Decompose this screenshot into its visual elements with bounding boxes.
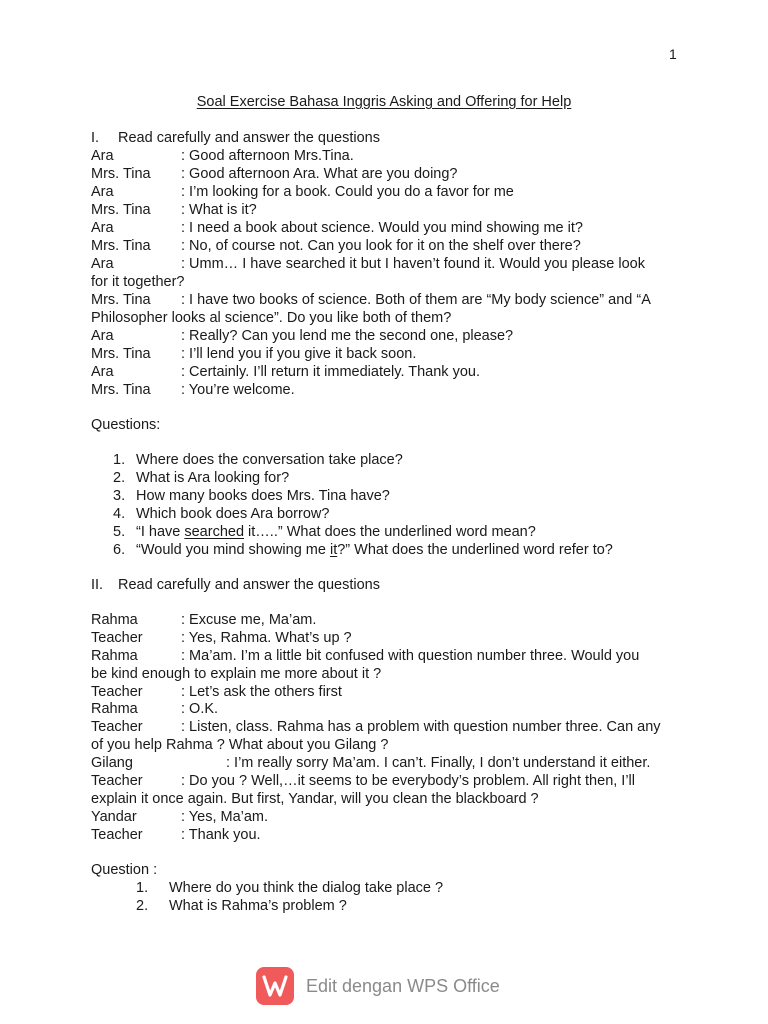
question-number: 2. (113, 470, 126, 486)
question-text: What is Ara looking for? (136, 470, 290, 486)
wps-logo-glyph (262, 974, 288, 998)
dialog-speaker: Teacher (91, 827, 143, 843)
dialog-speaker: Yandar (91, 809, 137, 825)
dialog-speaker: Rahma (91, 648, 138, 664)
section-2-heading-text: Read carefully and answer the questions (118, 577, 380, 593)
dialog-line: : I’m looking for a book. Could you do a favor for me (181, 184, 514, 200)
underlined-word: it (329, 542, 338, 558)
dialog-line-continued: explain it once again. But first, Yandar, will you clean the blackboard ? (91, 791, 539, 807)
dialog-line: : Do you ? Well,…it seems to be everybody’s problem. All right then, I’ll (181, 773, 636, 789)
dialog-line-continued: Philosopher looks al science”. Do you like both of them? (91, 310, 452, 326)
dialog-speaker: Rahma (91, 701, 138, 717)
question-text-post: ?” What does the underlined word refer to? (337, 542, 613, 558)
dialog-speaker: Teacher (91, 684, 143, 700)
document-title: Soal Exercise Bahasa Inggris Asking and Offering for Help (196, 94, 572, 110)
dialog-speaker: Rahma (91, 612, 138, 628)
dialog-speaker: Ara (91, 364, 114, 380)
question-number: 4. (113, 506, 126, 522)
question-text: How many books does Mrs. Tina have? (136, 488, 390, 504)
dialog-line: : O.K. (181, 701, 219, 717)
dialog-line: : I have two books of science. Both of them are “My body science” and “A (181, 292, 651, 308)
question-text: Where do you think the dialog take place ? (169, 880, 444, 896)
page-number: 1 (669, 46, 677, 62)
dialog-line: : No, of course not. Can you look for it on the shelf over there? (181, 238, 581, 254)
dialog-line-continued: be kind enough to explain me more about it ? (91, 666, 382, 682)
question-number: 3. (113, 488, 126, 504)
question-label: Question : (91, 862, 158, 878)
dialog-line: : Yes, Ma’am. (181, 809, 269, 825)
dialog-speaker: Ara (91, 328, 114, 344)
question-number: 1. (113, 452, 126, 468)
section-2-number: II. (91, 577, 104, 593)
dialog-line: : Really? Can you lend me the second one, please? (181, 328, 514, 344)
question-text (136, 523, 536, 541)
dialog-speaker: Teacher (91, 719, 143, 735)
dialog-speaker: Ara (91, 256, 114, 272)
question-text: Which book does Ara borrow? (136, 506, 330, 522)
dialog-speaker: Gilang (91, 755, 133, 771)
dialog-line: : I’ll lend you if you give it back soon. (181, 346, 417, 362)
section-1-number: I. (91, 130, 100, 146)
dialog-line: : Good afternoon Mrs.Tina. (181, 148, 354, 164)
dialog-speaker: Mrs. Tina (91, 202, 151, 218)
wps-edit-banner[interactable] (256, 966, 500, 1006)
dialog-line-continued: for it together? (91, 274, 185, 290)
question-text-post: it…..” What does the underlined word mean? (244, 524, 536, 540)
wps-edit-label[interactable]: Edit dengan WPS Office (306, 975, 500, 996)
question-text (136, 541, 613, 559)
question-number: 5. (113, 524, 126, 540)
dialog-line: : Listen, class. Rahma has a problem with question number three. Can any (181, 719, 661, 735)
dialog-line: : Thank you. (181, 827, 261, 843)
dialog-speaker: Mrs. Tina (91, 238, 151, 254)
dialog-speaker: Mrs. Tina (91, 346, 151, 362)
dialog-line: : Ma’am. I’m a little bit confused with question number three. Would you (181, 648, 640, 664)
dialog-line: : You’re welcome. (181, 382, 295, 398)
dialog-line: : Excuse me, Ma’am. (181, 612, 317, 628)
dialog-line: : Umm… I have searched it but I haven’t found it. Would you please look (181, 256, 645, 272)
dialog-line: : Certainly. I’ll return it immediately. Thank you. (181, 364, 480, 380)
dialog-line: : What is it? (181, 202, 257, 218)
dialog-speaker: Ara (91, 220, 114, 236)
dialog-line: : Let’s ask the others first (181, 684, 342, 700)
dialog-speaker: Teacher (91, 630, 143, 646)
wps-office-icon (256, 967, 294, 1005)
question-text-pre: “Would you mind showing me (136, 542, 330, 558)
dialog-speaker: Ara (91, 184, 114, 200)
question-number: 2. (136, 898, 149, 914)
underlined-word: searched (184, 524, 245, 540)
dialog-speaker: Teacher (91, 773, 143, 789)
dialog-line: : I need a book about science. Would you mind showing me it? (181, 220, 583, 236)
dialog-line-continued: of you help Rahma ? What about you Gilang ? (91, 737, 389, 753)
dialog-speaker: Ara (91, 148, 114, 164)
section-1-heading (91, 129, 380, 147)
question-number: 1. (136, 880, 149, 896)
dialog-speaker: Mrs. Tina (91, 292, 151, 308)
question-text: Where does the conversation take place? (136, 452, 403, 468)
dialog-line: : Good afternoon Ara. What are you doing? (181, 166, 458, 182)
question-text-pre: “I have (136, 524, 185, 540)
question-number: 6. (113, 542, 126, 558)
section-1-heading-text: Read carefully and answer the questions (118, 130, 380, 146)
dialog-line: : Yes, Rahma. What’s up ? (181, 630, 352, 646)
section-2-heading (91, 576, 380, 594)
dialog-speaker: Mrs. Tina (91, 166, 151, 182)
dialog-speaker: Mrs. Tina (91, 382, 151, 398)
dialog-line: : I’m really sorry Ma’am. I can’t. Finally, I don’t understand it either. (226, 755, 651, 771)
questions-label: Questions: (91, 417, 161, 433)
question-text: What is Rahma’s problem ? (169, 898, 347, 914)
